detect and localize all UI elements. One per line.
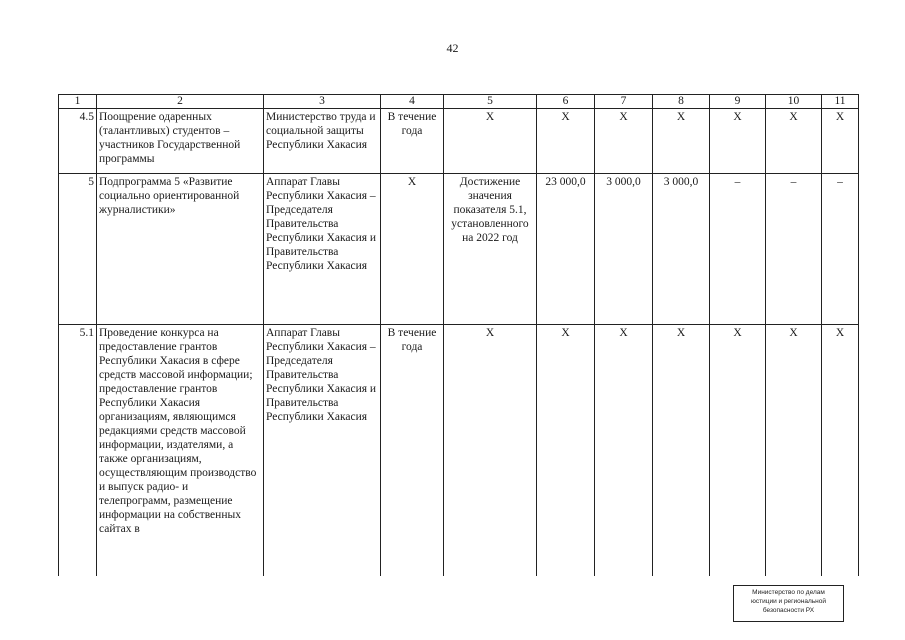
header-cell: 3 [264, 95, 381, 109]
value-cell: – [766, 174, 822, 325]
table-row [59, 109, 859, 174]
header-cell: 5 [444, 95, 537, 109]
value-cell: Х [710, 109, 766, 174]
term: В течение года [381, 325, 444, 577]
value-cell: Х [766, 109, 822, 174]
header-cell: 10 [766, 95, 822, 109]
value-cell: – [822, 174, 859, 325]
row-number: 4.5 [59, 109, 97, 174]
header-cell: 6 [537, 95, 595, 109]
stamp-line: безопасности РХ [762, 607, 815, 614]
stamp-line: Министерство по делам [752, 589, 825, 596]
executor: Аппарат Главы Республики Хакасия – Председателя Правительства Республики Хакасия и Правительства Республики Хакасия [264, 325, 381, 577]
value-cell: Х [766, 325, 822, 577]
program-table [58, 94, 859, 576]
table-row [59, 325, 859, 577]
row-number: 5 [59, 174, 97, 325]
header-cell: 1 [59, 95, 97, 109]
executor: Аппарат Главы Республики Хакасия – Председателя Правительства Республики Хакасия и Правительства Республики Хакасия [264, 174, 381, 325]
result: Х [444, 109, 537, 174]
stamp-line: юстиции и региональной [750, 598, 827, 605]
header-cell: 4 [381, 95, 444, 109]
activity-name: Поощрение одаренных (талантливых) студентов – участников Государственной программы [97, 109, 264, 174]
value-cell: Х [653, 109, 710, 174]
header-cell: 7 [595, 95, 653, 109]
value-cell: Х [595, 109, 653, 174]
value-cell: 23 000,0 [537, 174, 595, 325]
value-cell: Х [822, 325, 859, 577]
value-cell: Х [537, 109, 595, 174]
value-cell: Х [595, 325, 653, 577]
activity-name: Подпрограмма 5 «Развитие социально ориентированной журналистики» [97, 174, 264, 325]
table-header-row [59, 95, 859, 109]
value-cell: Х [822, 109, 859, 174]
result: Х [444, 325, 537, 577]
value-cell: 3 000,0 [595, 174, 653, 325]
table-row [59, 174, 859, 325]
value-cell: Х [537, 325, 595, 577]
term: Х [381, 174, 444, 325]
header-cell: 2 [97, 95, 264, 109]
term: В течение года [381, 109, 444, 174]
header-cell: 8 [653, 95, 710, 109]
header-cell: 11 [822, 95, 859, 109]
value-cell: Х [653, 325, 710, 577]
result: Достижение значения показателя 5.1, установленного на 2022 год [444, 174, 537, 325]
value-cell: 3 000,0 [653, 174, 710, 325]
value-cell: Х [710, 325, 766, 577]
header-cell: 9 [710, 95, 766, 109]
page-number: 42 [446, 41, 459, 55]
row-number: 5.1 [59, 325, 97, 577]
value-cell: – [710, 174, 766, 325]
executor: Министерство труда и социальной защиты Республики Хакасия [264, 109, 381, 174]
activity-name: Проведение конкурса на предоставление грантов Республики Хакасия в сфере средств массовой информации; предоставление грантов Республики Хакасия организациям, являющимся редакциями средств массовой информации, издателями, а также организациям, осуществляющим производство и выпуск радио- и телепрограмм, размещение информации на собственных сайтах в [97, 325, 264, 577]
ministry-stamp [733, 585, 844, 622]
